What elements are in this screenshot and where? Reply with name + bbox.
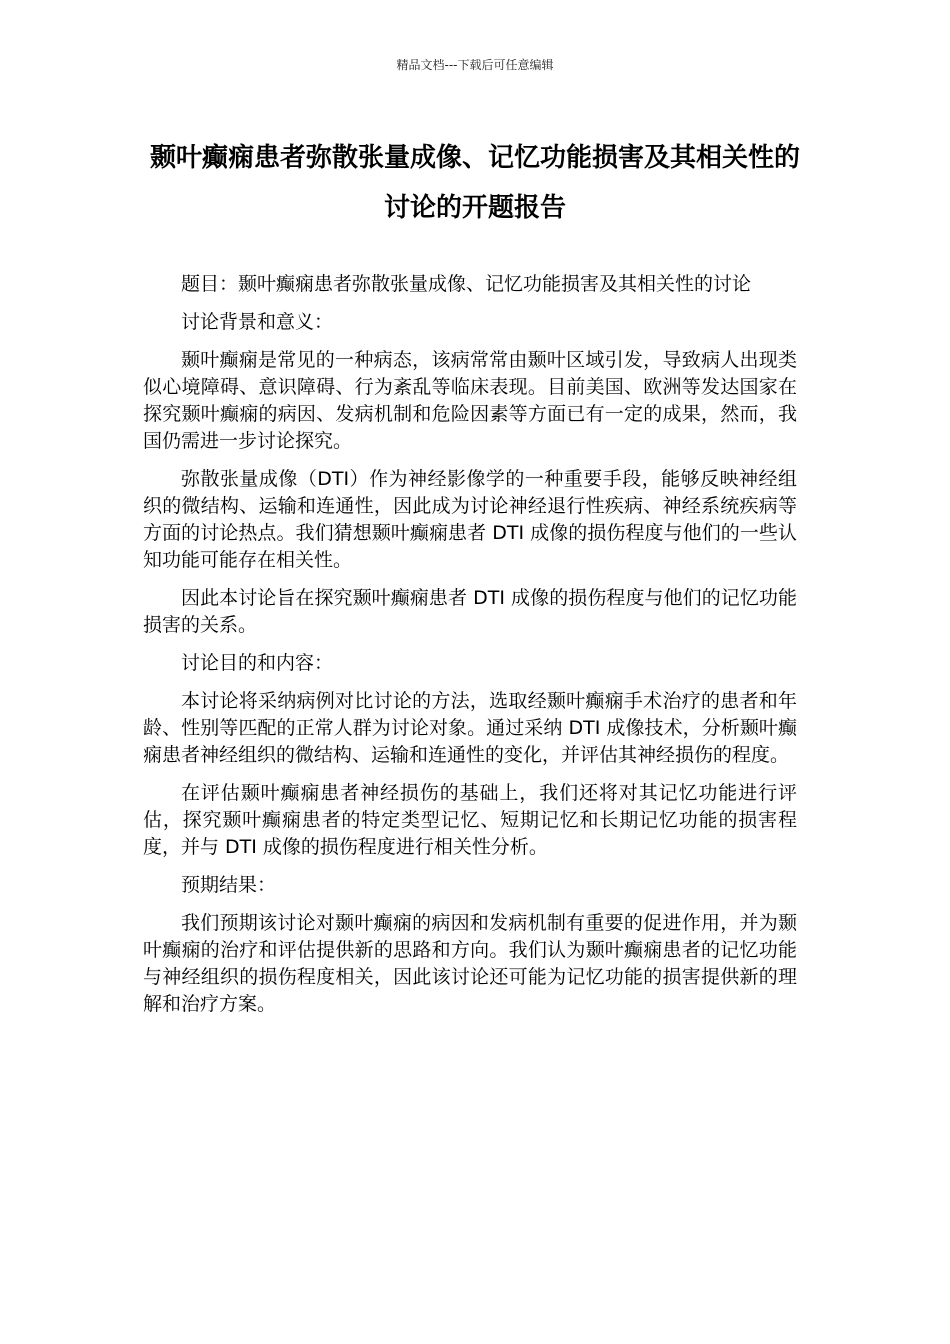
document-body	[143, 271, 797, 1029]
background-paragraph-1: 颞叶癫痫是常见的一种病态，该病常常由颞叶区域引发，导致病人出现类似心境障碍、意识障碍、行为紊乱等临床表现。目前美国、欧洲等发达国家在探究颞叶癫痫的病因、发病机制和危险因素等方面已有一定的成果，然而，我国仍需进一步讨论探究。	[143, 349, 797, 452]
background-paragraph-3: 因此本讨论旨在探究颞叶癫痫患者 DTI 成像的损伤程度与他们的记忆功能损害的关系。	[143, 587, 797, 636]
section-heading-background: 讨论背景和意义：	[181, 311, 334, 333]
section-heading-expected-results: 预期结果：	[181, 874, 277, 896]
header-note: 精品文档---下载后可任意编辑	[396, 58, 554, 72]
expected-results-paragraph: 我们预期该讨论对颞叶癫痫的病因和发病机制有重要的促进作用，并为颞叶癫痫的治疗和评估提供新的思路和方向。我们认为颞叶癫痫患者的记忆功能与神经组织的损伤程度相关，因此该讨论还可能为记忆功能的损害提供新的理解和治疗方案。	[143, 912, 797, 1015]
objectives-paragraph-2: 在评估颞叶癫痫患者神经损伤的基础上，我们还将对其记忆功能进行评估，探究颞叶癫痫患者的特定类型记忆、短期记忆和长期记忆功能的损害程度，并与 DTI 成像的损伤程度进行相关性分析。	[143, 782, 797, 858]
topic-paragraph: 题目：颞叶癫痫患者弥散张量成像、记忆功能损害及其相关性的讨论	[181, 273, 752, 295]
background-paragraph-2: 弥散张量成像（DTI）作为神经影像学的一种重要手段，能够反映神经组织的微结构、运输和连通性，因此成为讨论神经退行性疾病、神经系统疾病等方面的讨论热点。我们猜想颞叶癫痫患者 DTI 成像的损伤程度与他们的一些认知功能可能存在相关性。	[143, 468, 797, 571]
objectives-paragraph-1: 本讨论将采纳病例对比讨论的方法，选取经颞叶癫痫手术治疗的患者和年龄、性别等匹配的正常人群为讨论对象。通过采纳 DTI 成像技术，分析颞叶癫痫患者神经组织的微结构、运输和连通性的变化，并评估其神经损伤的程度。	[143, 690, 797, 766]
document-title: 颞叶癫痫患者弥散张量成像、记忆功能损害及其相关性的讨论的开题报告	[149, 143, 800, 223]
section-heading-objectives: 讨论目的和内容：	[181, 652, 334, 674]
